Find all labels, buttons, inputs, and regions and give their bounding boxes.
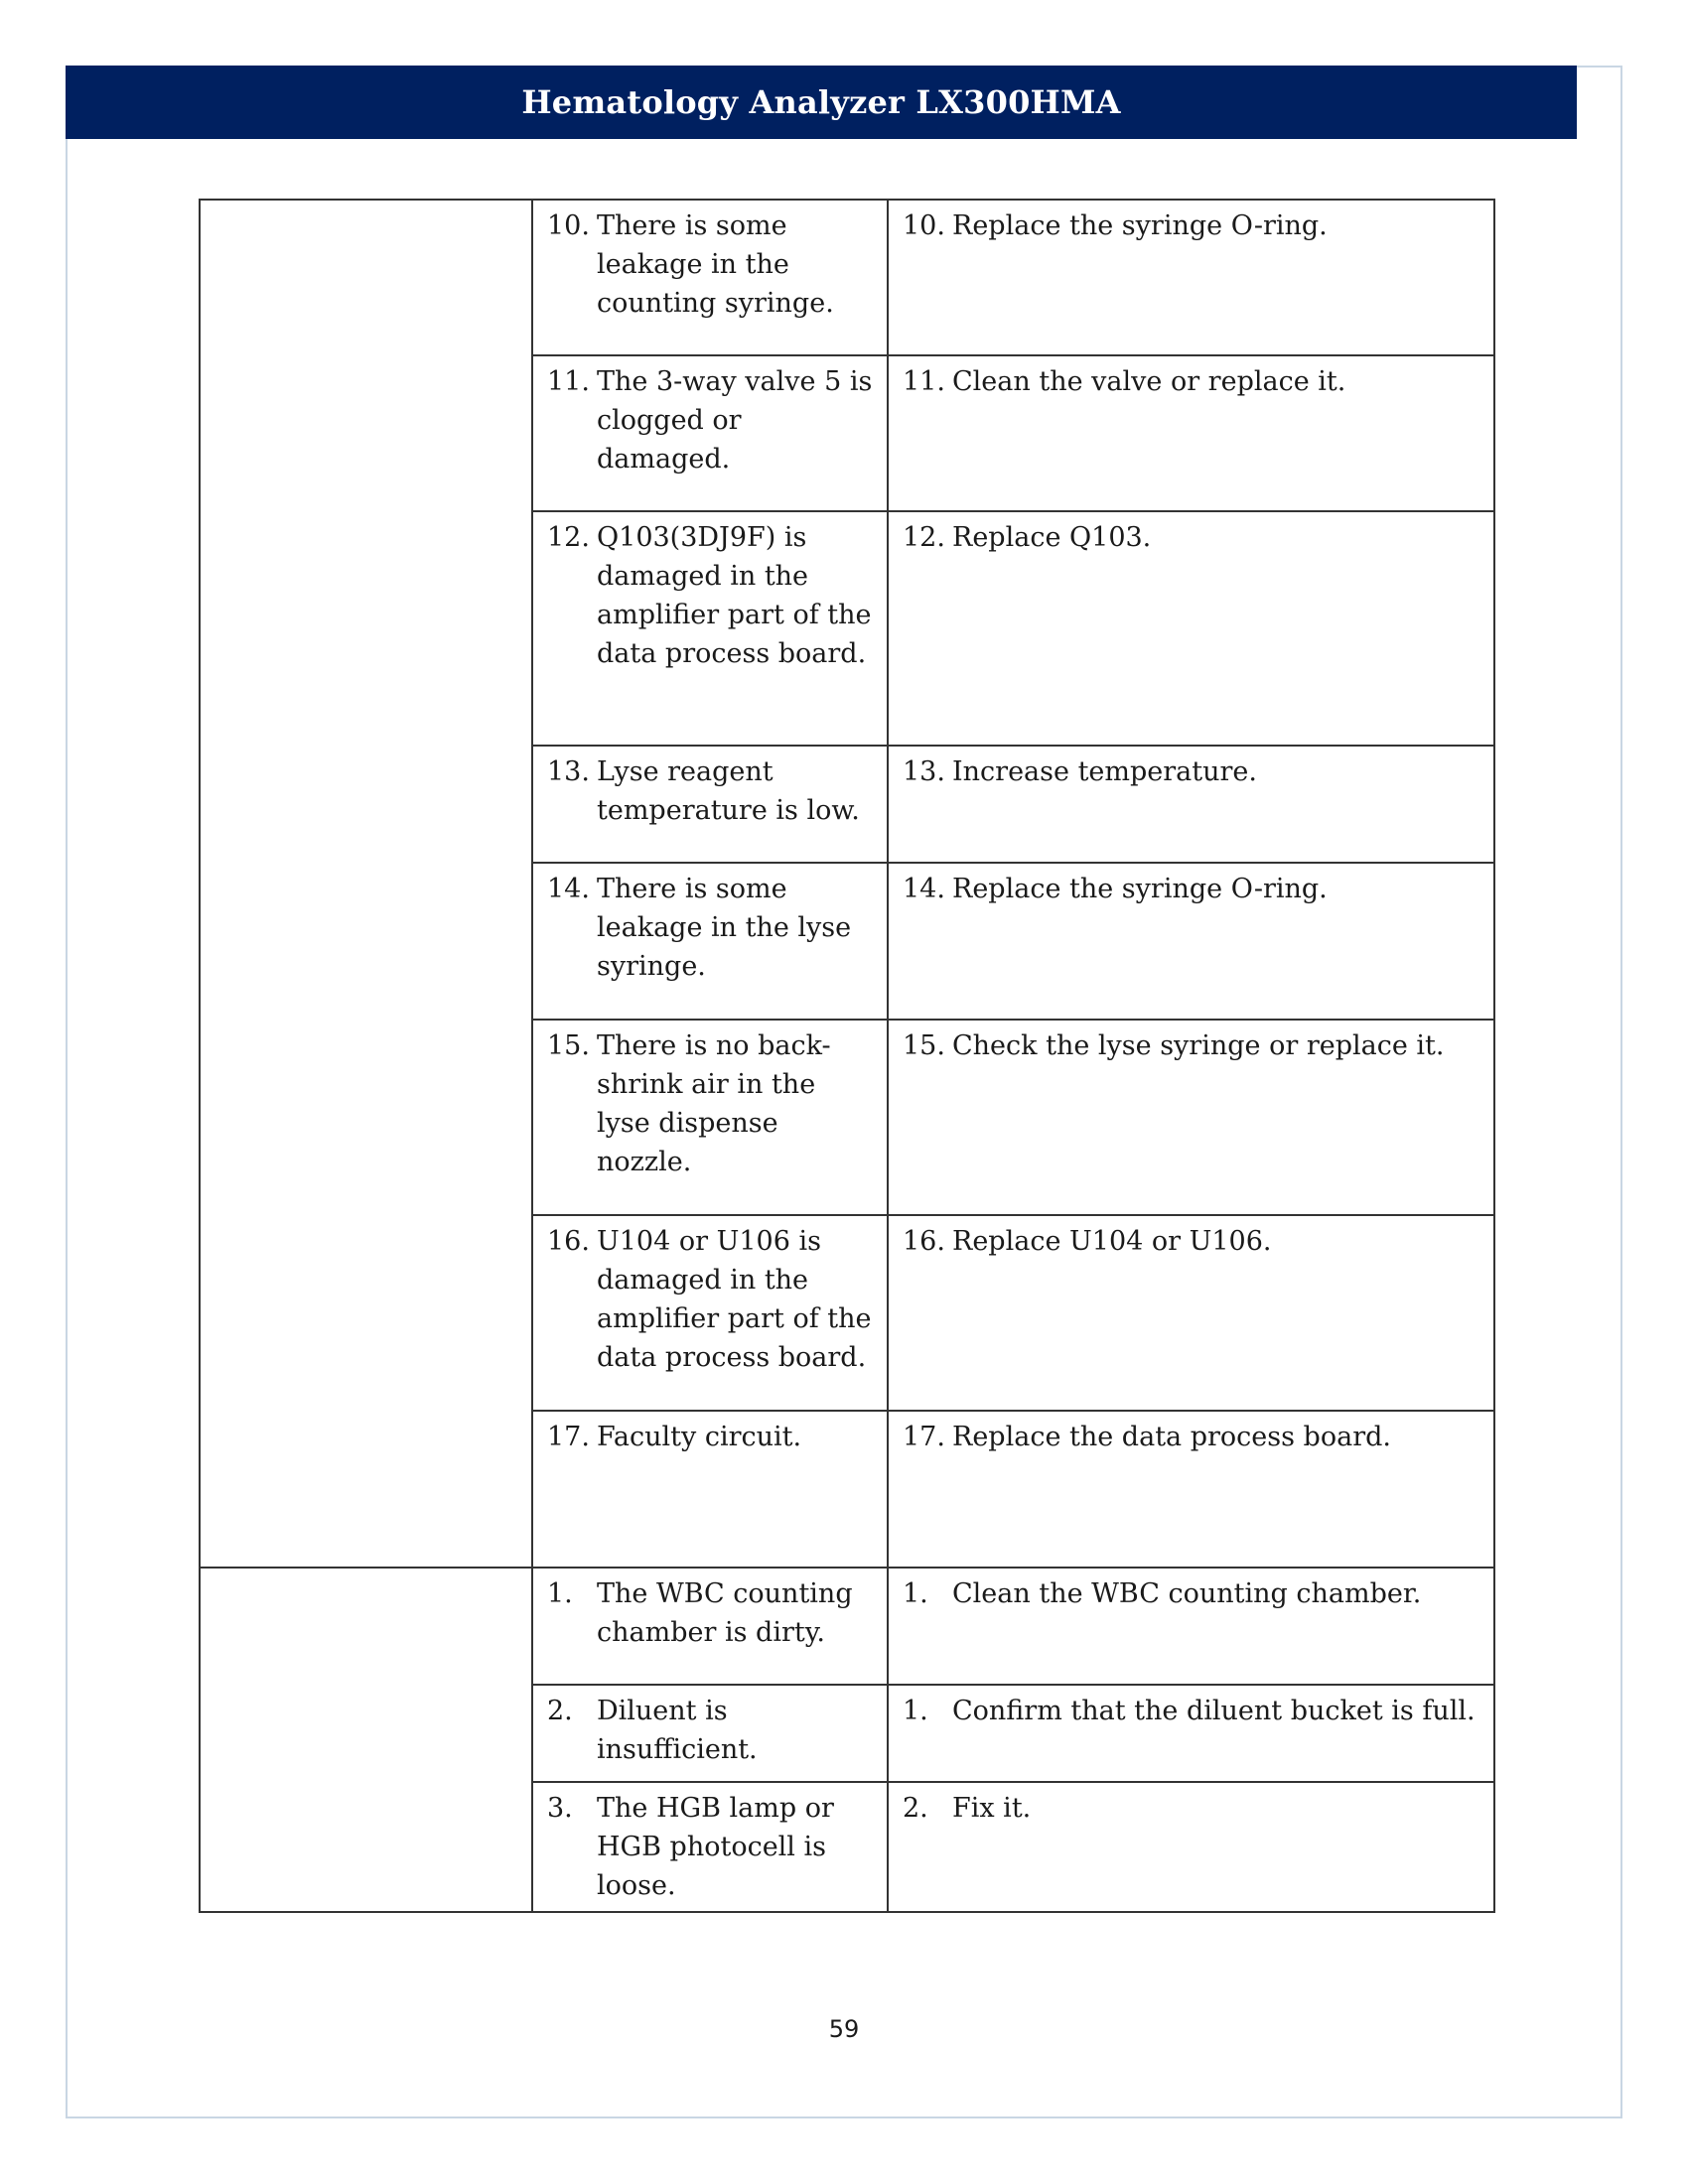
solution-number: 16. (903, 1226, 945, 1257)
cause-cell (532, 1020, 888, 1215)
cause-number: 13. (547, 756, 590, 787)
header-bar (66, 66, 1577, 139)
cause-cell (532, 1568, 888, 1685)
cause-cell (532, 511, 888, 746)
solution-number: 11. (903, 366, 945, 397)
solution-number: 13. (903, 756, 945, 787)
solution-cell (888, 746, 1494, 863)
solution-cell (888, 511, 1494, 746)
troubleshooting-table (199, 199, 1495, 1913)
solution-number: 14. (903, 874, 945, 904)
document-title: Hematology Analyzer LX300HMA (521, 83, 1121, 121)
cause-number: 11. (547, 366, 590, 397)
solution-number: 1. (903, 1578, 928, 1609)
table-row (200, 200, 1494, 355)
cause-cell (532, 1782, 888, 1912)
solution-text: Increase temperature. (952, 756, 1257, 787)
cause-number: 15. (547, 1030, 590, 1061)
solution-text: Fix it. (952, 1793, 1032, 1824)
cause-text: There is no back-shrink air in the lyse dispense nozzle. (597, 1030, 831, 1177)
solution-number: 12. (903, 522, 945, 553)
cause-number: 1. (547, 1578, 573, 1609)
cause-text: The HGB lamp or HGB photocell is loose. (597, 1793, 834, 1901)
solution-cell (888, 1020, 1494, 1215)
solution-cell (888, 1411, 1494, 1568)
cause-cell (532, 355, 888, 511)
symptom-cell (200, 200, 532, 1568)
solution-text: Replace the syringe O-ring. (952, 874, 1328, 904)
cause-text: There is some leakage in the lyse syringe. (597, 874, 852, 982)
solution-text: Replace the syringe O-ring. (952, 210, 1328, 241)
solution-number: 2. (903, 1793, 928, 1824)
symptom-cell (200, 1568, 532, 1912)
solution-text: Replace U104 or U106. (952, 1226, 1272, 1257)
cause-cell (532, 1215, 888, 1411)
cause-cell (532, 200, 888, 355)
cause-number: 10. (547, 210, 590, 241)
cause-number: 12. (547, 522, 590, 553)
cause-text: The WBC counting chamber is dirty. (597, 1578, 853, 1648)
solution-number: 17. (903, 1422, 945, 1452)
cause-text: There is some leakage in the counting syringe. (597, 210, 834, 319)
cause-number: 3. (547, 1793, 573, 1824)
solution-text: Check the lyse syringe or replace it. (952, 1030, 1445, 1061)
solution-number: 10. (903, 210, 945, 241)
cause-text: The 3-way valve 5 is clogged or damaged. (597, 366, 873, 475)
solution-cell (888, 355, 1494, 511)
solution-cell (888, 1685, 1494, 1782)
solution-number: 15. (903, 1030, 945, 1061)
solution-text: Clean the WBC counting chamber. (952, 1578, 1422, 1609)
solution-text: Replace the data process board. (952, 1422, 1391, 1452)
cause-text: Faculty circuit. (597, 1422, 802, 1452)
cause-text: Diluent is insufficient. (597, 1696, 758, 1765)
cause-number: 14. (547, 874, 590, 904)
solution-cell (888, 1568, 1494, 1685)
cause-text: Lyse reagent temperature is low. (597, 756, 860, 826)
table-row (200, 1568, 1494, 1685)
cause-cell (532, 1685, 888, 1782)
cause-text: Q103(3DJ9F) is damaged in the amplifier part of the data process board. (597, 522, 872, 669)
cause-text: U104 or U106 is damaged in the amplifier part of the data process board. (597, 1226, 872, 1373)
cause-cell (532, 863, 888, 1020)
solution-text: Confirm that the diluent bucket is full. (952, 1696, 1476, 1726)
cause-cell (532, 746, 888, 863)
solution-cell (888, 1215, 1494, 1411)
solution-text: Clean the valve or replace it. (952, 366, 1346, 397)
page-number: 59 (828, 2015, 860, 2043)
cause-number: 17. (547, 1422, 590, 1452)
solution-cell (888, 200, 1494, 355)
cause-cell (532, 1411, 888, 1568)
solution-cell (888, 863, 1494, 1020)
solution-number: 1. (903, 1696, 928, 1726)
cause-number: 16. (547, 1226, 590, 1257)
cause-number: 2. (547, 1696, 573, 1726)
solution-text: Replace Q103. (952, 522, 1152, 553)
solution-cell (888, 1782, 1494, 1912)
